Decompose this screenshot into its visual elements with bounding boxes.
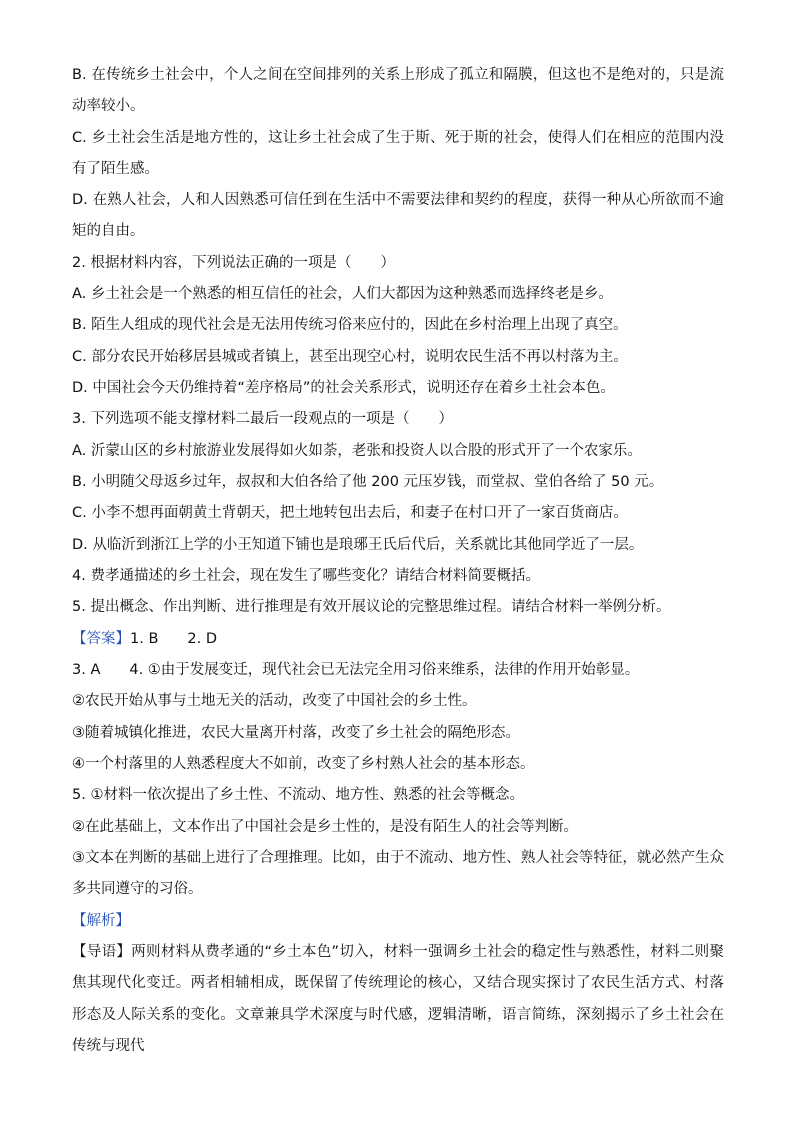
q2-option-a: A. 乡土社会是一个熟悉的相互信任的社会，人们大都因为这种熟悉而选择终老是乡。: [72, 286, 613, 302]
q5-stem: 5. 提出概念、作出判断、进行推理是有效开展议论的完整思维过程。请结合材料一举例分析。: [72, 599, 671, 615]
answer-4-3: ③随着城镇化推进，农民大量离开村落，改变了乡土社会的隔绝形态。: [72, 725, 520, 741]
analysis-intro: 【导语】两则材料从费孝通的“乡土本色”切入，材料一强调乡土社会的稳定性与熟悉性，材料二则聚焦其现代化变迁。两者相辅相成，既保留了传统理论的核心，又结合现实探讨了农民生活方式、村落形态及人际关系的变化。文章兼具学术深度与时代感，逻辑清晰，语言简练，深刻揭示了乡土社会在传统与现代: [72, 944, 724, 1055]
answer-4-2: ②农民开始从事与土地无关的活动，改变了中国社会的乡土性。: [72, 693, 477, 709]
q2-stem: 2. 根据材料内容，下列说法正确的一项是（ ）: [72, 255, 395, 271]
answer-4-4: ④一个村落里的人熟悉程度大不如前，改变了乡村熟人社会的基本形态。: [72, 756, 535, 772]
q3-option-a: A. 沂蒙山区的乡村旅游业发展得如火如荼，老张和投资人以合股的形式开了一个农家乐。: [72, 443, 642, 459]
answer-line-1: [72, 624, 724, 655]
q2-option-c: C. 部分农民开始移居县城或者镇上，甚至出现空心村，说明农民生活不再以村落为主。: [72, 349, 628, 365]
q3-option-c: C. 小李不想再面朝黄土背朝天，把土地转包出去后，和妻子在村口开了一家百货商店。: [72, 505, 628, 521]
q1-option-c: C. 乡土社会生活是地方性的，这让乡土社会成了生于斯、死于斯的社会，使得人们在相应的范围内没有了陌生感。: [72, 130, 724, 178]
q1-option-d: D. 在熟人社会，人和人因熟悉可信任到在生活中不需要法律和契约的程度，获得一种从心所欲而不逾矩的自由。: [72, 192, 724, 240]
q3-option-d: D. 从临沂到浙江上学的小王知道下铺也是琅琊王氏后代后，关系就比其他同学近了一层。: [72, 537, 644, 553]
q2-option-d: D. 中国社会今天仍维持着“差序格局”的社会关系形式，说明还存在着乡土社会本色。: [72, 380, 615, 396]
q2-option-b: B. 陌生人组成的现代社会是无法用传统习俗来应付的，因此在乡村治理上出现了真空。: [72, 317, 628, 333]
q4-stem: 4. 费孝通描述的乡土社会，现在发生了哪些变化？请结合材料简要概括。: [72, 568, 540, 584]
q3-stem: 3. 下列选项不能支撑材料二最后一段观点的一项是（ ）: [72, 411, 453, 427]
answer-label: 【答案】: [72, 631, 130, 647]
q3-option-b: B. 小明随父母返乡过年，叔叔和大伯各给了他 200 元压岁钱，而堂叔、堂伯各给了 50 元。: [72, 474, 664, 490]
answer-5-3: ③文本在判断的基础上进行了合理推理。比如，由于不流动、地方性、熟人社会等特征，就必然产生众多共同遵守的习俗。: [72, 850, 724, 898]
q1-option-b: B. 在传统乡土社会中，个人之间在空间排列的关系上形成了孤立和隔膜，但这也不是绝对的，只是流动率较小。: [72, 67, 724, 115]
answer-5-2: ②在此基础上，文本作出了中国社会是乡土性的，是没有陌生人的社会等判断。: [72, 819, 578, 835]
answer-3-and-4-1: 3. A 4. ①由于发展变迁，现代社会已无法完全用习俗来维系，法律的作用开始彰显。: [72, 662, 640, 678]
answer-5-1: 5. ①材料一依次提出了乡土性、不流动、地方性、熟悉的社会等概念。: [72, 787, 524, 803]
answer-1-2: 1. B 2. D: [130, 631, 217, 647]
analysis-label: 【解析】: [72, 913, 130, 929]
